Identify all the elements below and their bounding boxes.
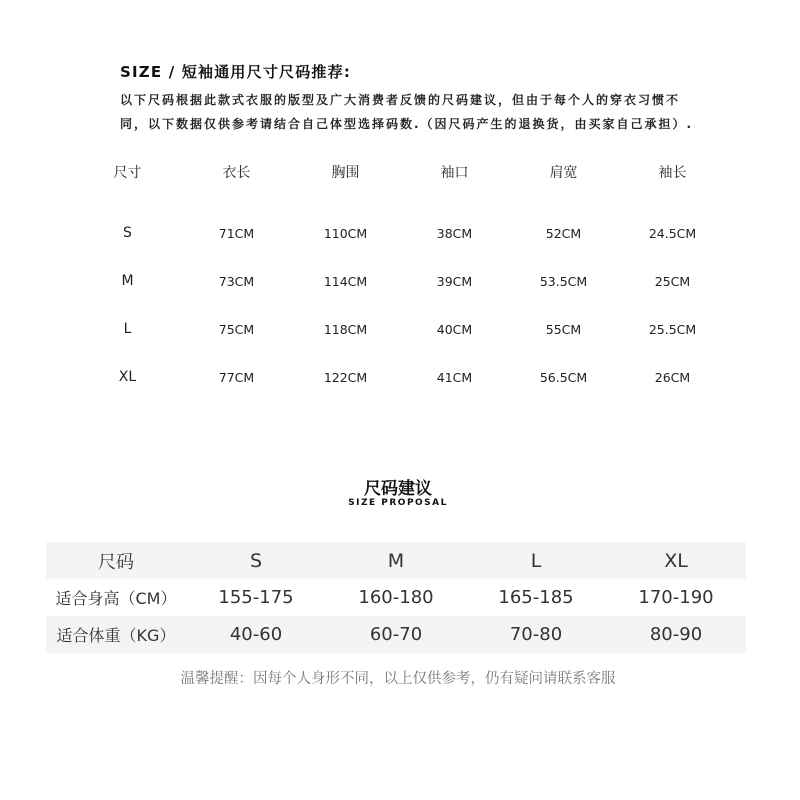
table-cell: 110CM (323, 225, 368, 241)
table-cell: 56.5CM (539, 369, 588, 385)
table-row (73, 353, 727, 401)
table-cell: 40CM (436, 321, 473, 337)
size-table-header (73, 160, 727, 184)
table-row (73, 257, 727, 305)
table-cell: 25.5CM (648, 321, 697, 337)
table-cell: 39CM (436, 273, 473, 289)
table-cell: 25CM (654, 273, 691, 289)
table-cell: 71CM (218, 225, 255, 241)
table-row (46, 616, 746, 653)
table-cell: 26CM (654, 369, 691, 385)
table-cell: 60-70 (369, 624, 423, 645)
row-label: 适合身高（CM） (55, 589, 177, 608)
table-cell: 53.5CM (539, 273, 588, 289)
table-cell: 73CM (218, 273, 255, 289)
table-cell: 114CM (323, 273, 368, 289)
table-row (73, 209, 727, 257)
row-label: 尺码 (98, 551, 134, 573)
table-cell: XL (664, 549, 688, 572)
size-proposal-table (46, 542, 746, 653)
table-cell: 24.5CM (648, 225, 697, 241)
table-cell: 55CM (545, 321, 582, 337)
column-header-shoulder: 肩宽 (549, 165, 578, 181)
table-cell: 80-90 (649, 624, 703, 645)
table-cell: 52CM (545, 225, 582, 241)
table-cell: 170-190 (638, 587, 714, 608)
table-cell: 75CM (218, 321, 255, 337)
column-header-sleeve: 袖长 (658, 165, 687, 181)
table-row (46, 579, 746, 616)
column-header-length: 衣长 (222, 165, 251, 181)
column-header-chest: 胸围 (331, 165, 360, 181)
size-table (73, 160, 727, 401)
proposal-subtitle: SIZE PROPOSAL (348, 498, 448, 508)
column-header-cuff: 袖口 (440, 165, 469, 181)
table-cell: 160-180 (358, 587, 434, 608)
table-cell: S (249, 549, 263, 572)
size-label: L (123, 321, 132, 337)
table-cell: 70-80 (509, 624, 563, 645)
table-cell: 118CM (323, 321, 368, 337)
table-cell: 77CM (218, 369, 255, 385)
proposal-title: 尺码建议 (364, 479, 432, 499)
size-note-line-1: 以下尺码根据此款式衣服的版型及广大消费者反馈的尺码建议，但由于每个人的穿衣习惯不 (120, 93, 681, 107)
table-cell: L (530, 549, 542, 572)
table-cell: 122CM (323, 369, 368, 385)
proposal-header-row (46, 542, 746, 579)
size-note-line-2: 同，以下数据仅供参考请结合自己体型选择码数.（因尺码产生的退换货，由买家自己承担）. (120, 117, 694, 131)
row-label: 适合体重（KG） (56, 626, 176, 645)
page-title: SIZE / 短袖通用尺寸尺码推荐: (120, 63, 352, 81)
table-row (73, 305, 727, 353)
table-cell: M (387, 549, 405, 572)
table-cell: 155-175 (218, 587, 294, 608)
footer-note: 温馨提醒：因每个人身形不同，以上仅供参考，仍有疑问请联系客服 (180, 671, 616, 687)
size-label: XL (118, 369, 137, 385)
table-cell: 41CM (436, 369, 473, 385)
size-label: S (123, 225, 132, 241)
size-label: M (121, 273, 134, 289)
table-cell: 40-60 (229, 624, 283, 645)
table-cell: 165-185 (498, 587, 574, 608)
table-cell: 38CM (436, 225, 473, 241)
column-header-size: 尺寸 (113, 165, 142, 181)
